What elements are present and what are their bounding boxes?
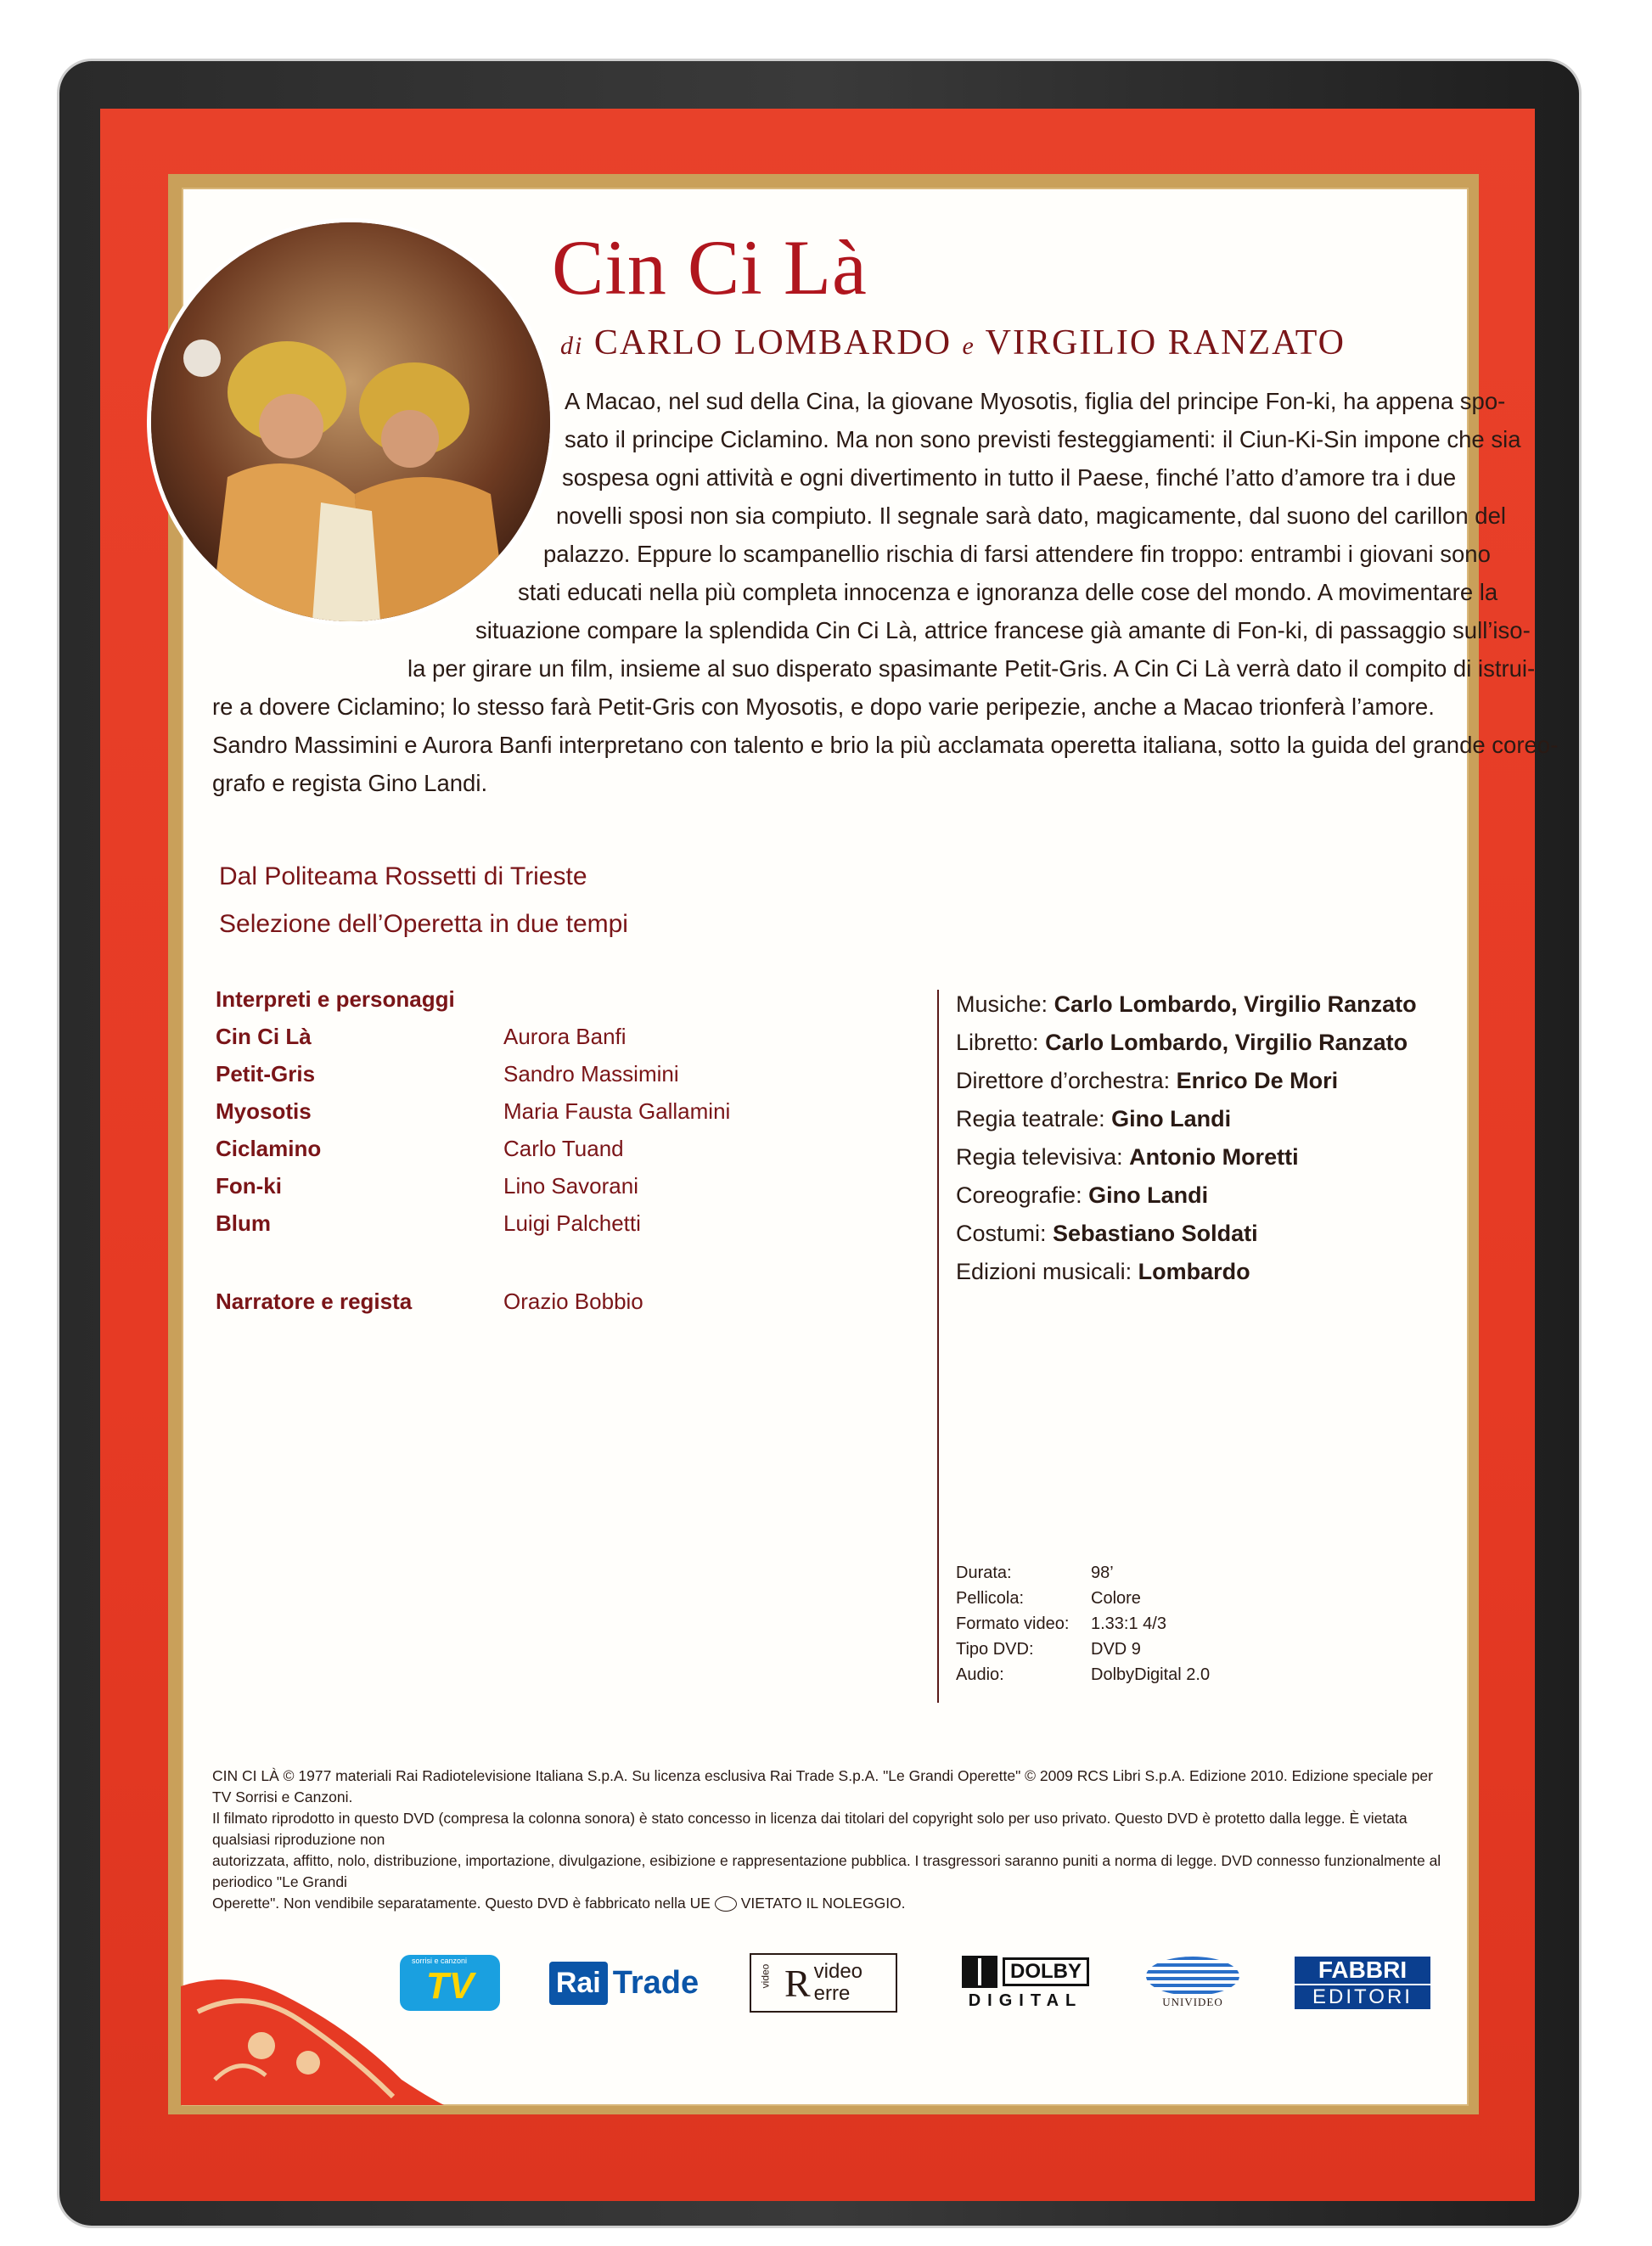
synopsis-line: situazione compare la splendida Cin Ci Là, attrice francese già amante di Fon-ki, di passaggio sull’iso- (475, 617, 1531, 643)
credit-value: Gino Landi (1111, 1106, 1232, 1131)
video-erre-logo (747, 1952, 900, 2013)
legal-text: Operette". Non vendibile separatamente. Questo DVD è fabbricato nella UE (212, 1895, 711, 1912)
dolby-dd-icon (962, 1956, 997, 1988)
credit-line (956, 1106, 1231, 1132)
synopsis-line: stati educati nella più completa innocenza e ignoranza delle cose del mondo. A movimentare la (518, 579, 1498, 605)
cast-role: Cin Ci Là (216, 1024, 312, 1049)
narrator-name: Orazio Bobbio (503, 1289, 643, 1314)
univideo-text: UNIVIDEO (1162, 1996, 1223, 2008)
credit-value: Sebastiano Soldati (1053, 1221, 1258, 1246)
author-1: CARLO LOMBARDO (593, 323, 952, 362)
credit-label: Direttore d’orchestra: (956, 1068, 1171, 1093)
synopsis-line: palazzo. Eppure lo scampanellio rischia di farsi attendere fin troppo: entrambi i giovani sono (543, 541, 1491, 567)
origin-selection: Selezione dell’Operetta in due tempi (219, 910, 628, 938)
credit-value: Antonio Moretti (1129, 1144, 1299, 1170)
dolby-digital-logo (941, 1952, 1110, 2013)
synopsis-line: sato il principe Ciclamino. Ma non sono previsti festeggiamenti: il Ciun-Ki-Sin impone che sia (565, 426, 1521, 452)
narrator-label: Narratore e regista (216, 1289, 413, 1314)
cast-actor: Luigi Palchetti (503, 1210, 641, 1236)
fabbri-editori-logo (1295, 1952, 1430, 2013)
origin-venue: Dal Politeama Rossetti di Trieste (219, 862, 587, 890)
authors-di: di (560, 332, 584, 360)
credit-line (956, 1068, 1338, 1094)
legal-line: CIN CI LÀ © 1977 materiali Rai Radiotelevisione Italiana S.p.A. Su licenza esclusiva Rai Trade S.p.A. "Le Grandi Operette" © 2009 RCS Libri S.p.A. Edizione 2010. Edizione speciale per TV Sorrisi e Canzoni. (212, 1767, 1433, 1805)
credit-line (956, 991, 1417, 1018)
tv-logo-small: sorrisi e canzoni (412, 1957, 468, 1965)
credit-line (956, 1221, 1258, 1247)
credit-line (956, 1030, 1408, 1056)
credits-divider (937, 990, 939, 1703)
univideo-stripes-icon (1146, 1957, 1239, 1996)
synopsis-line: la per girare un film, insieme al suo disperato spasimante Petit-Gris. A Cin Ci Là verrà dato il compito di istrui- (407, 655, 1536, 682)
cast-actor: Maria Fausta Gallamini (503, 1098, 731, 1124)
spec-label: Durata: (956, 1564, 1012, 1582)
credit-line (956, 1144, 1299, 1171)
credit-value: Carlo Lombardo, Virgilio Ranzato (1045, 1030, 1408, 1055)
univideo-logo (1142, 1952, 1244, 2013)
credit-value: Enrico De Mori (1176, 1068, 1339, 1093)
tv-logo-badge (400, 1955, 500, 2011)
spec-value: Colore (1091, 1589, 1141, 1608)
legal-text: VIETATO IL NOLEGGIO. (740, 1895, 906, 1912)
synopsis-line: re a dovere Ciclamino; lo stesso farà Petit-Gris con Myosotis, e dopo varie peripezie, anche a Macao trionferà l’amore. (212, 693, 1435, 720)
no-rental-icon (715, 1896, 737, 1912)
credit-label: Musiche: (956, 991, 1048, 1017)
cast-heading: Interpreti e personaggi (216, 986, 455, 1012)
cast-actor: Aurora Banfi (503, 1024, 627, 1049)
cast-role: Ciclamino (216, 1136, 322, 1161)
video-side-text: video (759, 1963, 772, 1989)
authors-e: e (962, 332, 975, 360)
editori-text: EDITORI (1295, 1985, 1430, 2009)
cast-role: Blum (216, 1210, 271, 1236)
legal-notice (212, 1766, 1443, 1914)
rai-trade-logo (535, 1952, 713, 2013)
tv-logo-text: TV (425, 1965, 475, 2007)
credit-value: Carlo Lombardo, Virgilio Ranzato (1054, 991, 1417, 1017)
erre-text: erre (813, 1982, 851, 2005)
legal-line: Il filmato riprodotto in questo DVD (compresa la colonna sonora) è stato concesso in licenza dai titolari del copyright solo per uso privato. Questo DVD è protetto dalla legge. È vietata qualsiasi riproduzione non (212, 1810, 1408, 1848)
synopsis-line: novelli sposi non sia compiuto. Il segnale sarà dato, magicamente, dal suono del carillon del (556, 503, 1506, 529)
trade-logo-text: Trade (612, 1964, 700, 2001)
credit-line (956, 1259, 1250, 1285)
cast-actor: Sandro Massimini (503, 1061, 679, 1087)
credit-value: Lombardo (1138, 1259, 1250, 1284)
spec-value: 98’ (1091, 1564, 1114, 1582)
video-text: video (813, 1960, 863, 1983)
spec-label: Pellicola: (956, 1589, 1025, 1608)
synopsis-line: sospesa ogni attività e ogni divertimento in tutto il Paese, finché l’atto d’amore tra i due (562, 464, 1457, 491)
tv-sorrisi-logo (395, 1952, 505, 2013)
cast-actor: Lino Savorani (503, 1173, 638, 1199)
credit-line (956, 1182, 1208, 1209)
spec-label: Audio: (956, 1665, 1004, 1684)
spec-value: DVD 9 (1091, 1640, 1141, 1659)
cast-actor: Carlo Tuand (503, 1136, 624, 1161)
credit-label: Libretto: (956, 1030, 1039, 1055)
spec-label: Tipo DVD: (956, 1640, 1034, 1659)
synopsis-line: A Macao, nel sud della Cina, la giovane Myosotis, figlia del principe Fon-ki, ha appena spo- (565, 388, 1506, 414)
legal-line: autorizzata, affitto, nolo, distribuzione, importazione, divulgazione, esibizione e rappresentazione pubblica. I trasgressori saranno puniti a norma di legge. DVD connesso funzionalmente al periodico "Le Grandi (212, 1852, 1441, 1890)
rai-logo-text: Rai (549, 1962, 608, 2005)
cast-role: Fon-ki (216, 1173, 282, 1199)
synopsis-line: Sandro Massimini e Aurora Banfi interpretano con talento e brio la più acclamata operetta italiana, sotto la guida del grande coreo- (212, 732, 1559, 758)
credit-label: Edizioni musicali: (956, 1259, 1132, 1284)
synopsis (212, 382, 1559, 802)
credit-label: Regia televisiva: (956, 1144, 1123, 1170)
authors-line (560, 323, 1346, 363)
spec-value: DolbyDigital 2.0 (1091, 1665, 1211, 1684)
origin-block (219, 853, 628, 948)
video-r-letter: R (784, 1961, 811, 2005)
page-title: Cin Ci Là (552, 224, 868, 311)
spec-value: 1.33:1 4/3 (1091, 1614, 1166, 1633)
dolby-text: DOLBY (1003, 1957, 1089, 1986)
credit-label: Costumi: (956, 1221, 1047, 1246)
credit-label: Regia teatrale: (956, 1106, 1105, 1131)
credit-value: Gino Landi (1088, 1182, 1209, 1208)
credit-label: Coreografie: (956, 1182, 1082, 1208)
digital-text: DIGITAL (968, 1991, 1083, 2010)
synopsis-line: grafo e regista Gino Landi. (212, 770, 488, 796)
spec-label: Formato video: (956, 1614, 1070, 1633)
fabbri-text: FABBRI (1295, 1957, 1430, 1984)
cast-role: Petit-Gris (216, 1061, 316, 1087)
author-2: VIRGILIO RANZATO (985, 323, 1346, 362)
cast-role: Myosotis (216, 1098, 312, 1124)
legal-line (212, 1893, 1443, 1914)
